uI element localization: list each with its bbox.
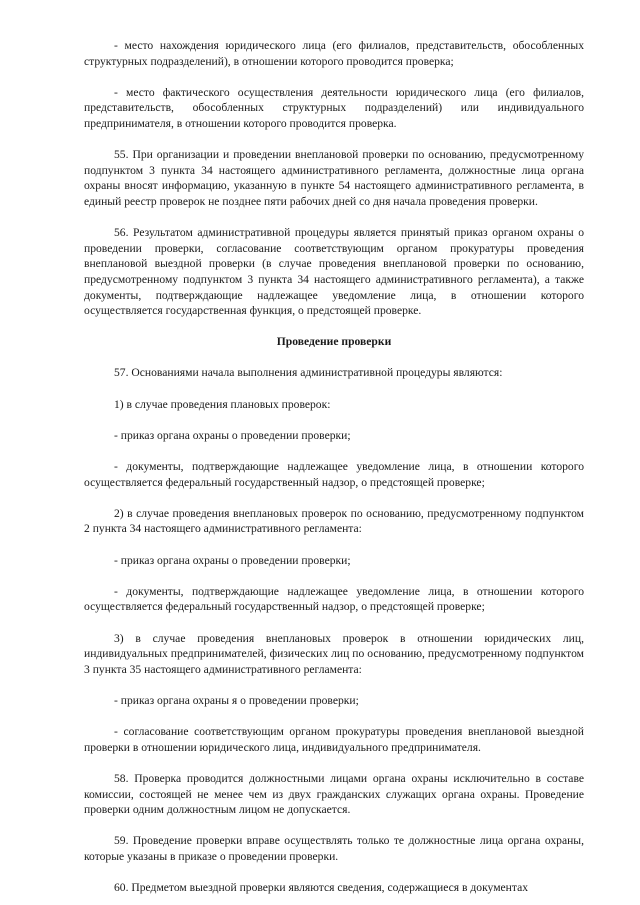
paragraph-location-activity: - место фактического осуществления деятельности юридического лица (его филиалов, представительств, обособленных структурных подразделений) или индивидуального предпринимателя, в отношении которого проводится проверка.: [84, 85, 584, 130]
paragraph-59: 59. Проведение проверки вправе осуществлять только те должностные лица органа охраны, которые указаны в приказе о проведении проверки.: [84, 834, 584, 863]
paragraph-57-item-1: 1) в случае проведения плановых проверок:: [114, 397, 331, 411]
paragraph-57: 57. Основаниями начала выполнения административной процедуры являются:: [114, 366, 503, 380]
paragraph-60: 60. Предметом выездной проверки являются сведения, содержащиеся в документах: [114, 881, 529, 895]
paragraph-55: 55. При организации и проведении внеплановой проверки по основанию, предусмотренному подпунктом 3 пункта 34 настоящего административного регламента, должностные лица органа охраны вносят информацию, указанную в пункте 54 настоящего административного регламента, в единый реестр проверок не позднее пяти рабочих дней со дня начала проведения проверки.: [84, 148, 584, 208]
paragraph-57-item-1-order: - приказ органа охраны о проведении проверки;: [114, 428, 351, 442]
paragraph-56: 56. Результатом административной процедуры является принятый приказ органом охраны о проведении проверки, согласование соответствующим органом прокуратуры проведения внеплановой выездной проверки (в случае проведения внеплановой проверки по основанию, предусмотренному подпунктом 3 пункта 34 настоящего административного регламента), а также документы, подтверждающие надлежащее уведомление лица, в отношении которого осуществляется государственная функция, о предстоящей проверке.: [84, 226, 584, 318]
section-heading: Проведение проверки: [276, 335, 392, 349]
paragraph-58: 58. Проверка проводится должностными лицами органа охраны исключительно в составе комиссии, состоящей не менее чем из двух гражданских служащих органа охраны. Проведение проверки одним должностным лицом не допускается.: [84, 771, 584, 817]
paragraph-57-item-3-order: - приказ органа охраны я о проведении проверки;: [114, 693, 359, 707]
paragraph-57-item-2-documents: - документы, подтверждающие надлежащее уведомление лица, в отношении которого осуществляется федеральный государственный надзор, о предстоящей проверке;: [84, 584, 584, 614]
document-page: [84, 38, 584, 896]
paragraph-57-item-1-documents: - документы, подтверждающие надлежащее уведомление лица, в отношении которого осуществляется федеральный государственный надзор, о предстоящей проверке;: [84, 460, 584, 489]
paragraph-57-item-2: 2) в случае проведения внеплановых проверок по основанию, предусмотренному подпунктом 2 пункта 34 настоящего административного регламента:: [84, 506, 584, 536]
paragraph-57-item-3-approval: - согласование соответствующим органом прокуратуры проведения внеплановой выездной проверки в отношении юридического лица, индивидуального предпринимателя.: [84, 725, 584, 754]
paragraph-location-legal-entity: - место нахождения юридического лица (его филиалов, представительств, обособленных структурных подразделений), в отношении которого проводится проверка;: [84, 39, 584, 68]
paragraph-57-item-2-order: - приказ органа охраны о проведении проверки;: [114, 553, 351, 567]
paragraph-57-item-3: 3) в случае проведения внеплановых проверок в отношении юридических лиц, индивидуальных предпринимателей, физических лиц по основанию, предусмотренному подпунктом 3 пункта 35 настоящего административного регламента:: [84, 631, 584, 676]
